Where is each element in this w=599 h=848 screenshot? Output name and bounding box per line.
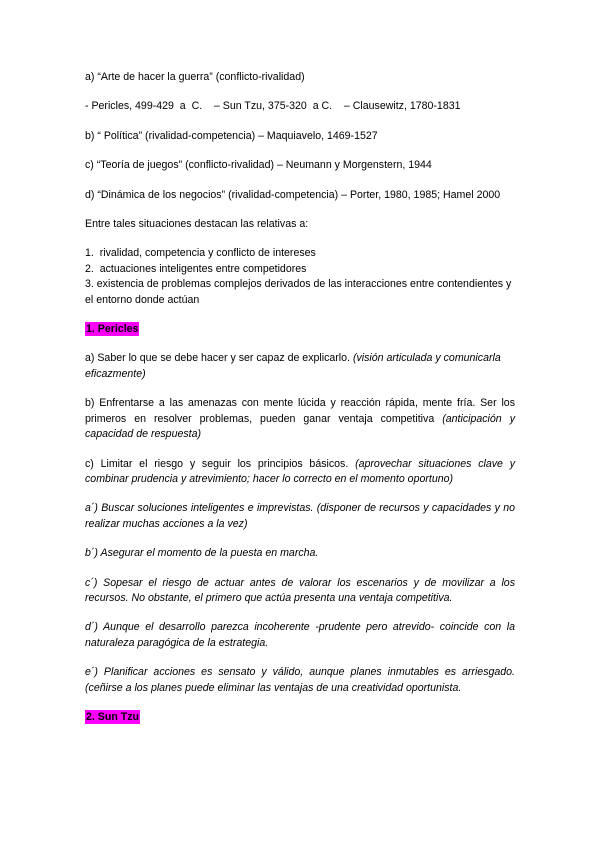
line-authors: - Pericles, 499-429 a C. – Sun Tzu, 375-320 a C. – Clausewitz, 1780-1831	[85, 100, 461, 113]
line-c-teoria-juegos: c) “Teoría de juegos” (conflicto-rivalidad) – Neumann y Morgenstern, 1944	[85, 159, 432, 172]
point-note: (anticipación y capacidad de respuesta)	[85, 412, 515, 441]
line-b-politica: b) “ Política” (rivalidad-competencia) – Maquiavelo, 1469-1527	[85, 129, 378, 142]
line-d-dinamica-negocios: d) “Dinámica de los negocios” (rivalidad-competencia) – Porter, 1980, 1985; Hamel 2000	[85, 188, 501, 201]
section-heading-pericles: 1. Pericles	[86, 323, 139, 336]
pericles-point-b	[85, 396, 515, 442]
point-note: (aprovechar situaciones clave y combinar prudencia y atrevimiento; hacer lo correcto en el momento oportuno)	[85, 457, 516, 485]
list-item: 3. existencia de problemas complejos derivados de las interacciones entre contendientes y el entorno donde actúan	[85, 278, 512, 306]
document-page	[85, 70, 515, 725]
point-note: (visión articulada y comunicarla eficazmente)	[85, 352, 501, 380]
situations-list	[85, 246, 515, 308]
point-text: b) Enfrentarse a las amenazas con mente lúcida y reacción rápida, mente fría. Ser los primeros en resolver problemas, pueden ganar ventaja competitiva	[85, 397, 515, 425]
list-item: 1. rivalidad, competencia y conflicto de intereses	[85, 247, 316, 260]
pericles-point-a	[85, 351, 515, 382]
pericles-subpoint-a: a´) Buscar soluciones inteligentes e imprevistas. (disponer de recursos y capacidades y no realizar muchas acciones a la vez)	[85, 502, 515, 530]
pericles-subpoint-c: c´) Sopesar el riesgo de actuar antes de valorar los escenarios y de movilizar a los recursos. No obstante, el primero que actúa presenta una ventaja competitiva.	[85, 576, 515, 604]
list-item: 2. actuaciones inteligentes entre competidores	[85, 262, 307, 275]
intro-sentence: Entre tales situaciones destacan las relativas a:	[85, 218, 309, 231]
pericles-subpoint-d: d´) Aunque el desarrollo parezca incoherente -prudente pero atrevido- coincide con la naturaleza paragógica de la estrategia.	[85, 621, 515, 649]
point-text: c) Limitar el riesgo y seguir los principios básicos.	[85, 457, 349, 470]
pericles-point-c	[85, 457, 515, 488]
line-a-arte-guerra: a) “Arte de hacer la guerra” (conflicto-rivalidad)	[85, 71, 305, 83]
pericles-subpoint-b: b´) Asegurar el momento de la puesta en marcha.	[85, 547, 319, 560]
point-text: a) Saber lo que se debe hacer y ser capaz de explicarlo.	[85, 352, 350, 365]
section-heading-sun-tzu: 2. Sun Tzu	[86, 710, 139, 723]
pericles-subpoint-e: e´) Planificar acciones es sensato y válido, aunque planes inmutables es arriesgado. (ceñirse a los planes puede eliminar las ventajas de una creatividad oportunista.	[85, 666, 515, 694]
